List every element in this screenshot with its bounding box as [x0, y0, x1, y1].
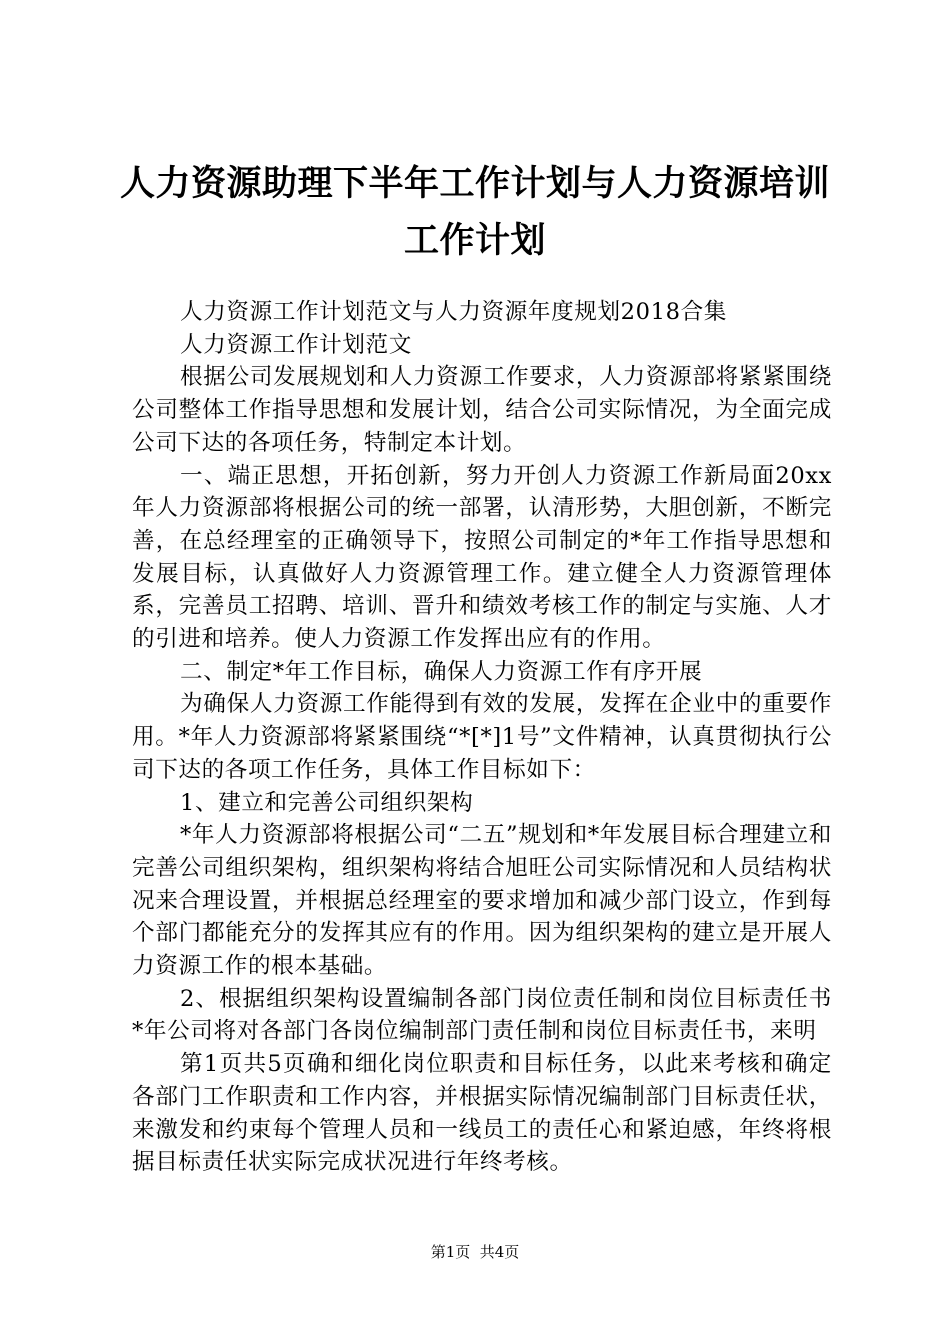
document-body: [132, 296, 832, 1179]
page-footer: [0, 1242, 950, 1262]
page-number-label: 第1页 共4页: [430, 1243, 520, 1261]
paragraph: *年人力资源部将根据公司“二五”规划和*年发展目标合理建立和完善公司组织架构，组织架构将结合旭旺公司实际情况和人员结构状况来合理设置，并根据总经理室的要求增加和减少部门设立，作到每个部门都能充分的发挥其应有的作用。因为组织架构的建立是开展人力资源工作的根本基础。: [132, 822, 832, 980]
paragraph: 一、端正思想，开拓创新，努力开创人力资源工作新局面20xx年人力资源部将根据公司的统一部署，认清形势，大胆创新，不断完善，在总经理室的正确领导下，按照公司制定的*年工作指导思想和发展目标，认真做好人力资源管理工作。建立健全人力资源管理体系，完善员工招聘、培训、晋升和绩效考核工作的制定与实施、人才的引进和培养。使人力资源工作发挥出应有的作用。: [132, 462, 832, 653]
paragraph: 2、根据组织架构设置编制各部门岗位责任制和岗位目标责任书*年公司将对各部门各岗位编制部门责任制和岗位目标责任书，来明: [132, 985, 832, 1045]
paragraph: 1、建立和完善公司组织架构: [180, 789, 474, 816]
paragraph: 二、制定*年工作目标，确保人力资源工作有序开展: [180, 658, 703, 685]
paragraph: 人力资源工作计划范文与人力资源年度规划2018合集: [180, 299, 727, 325]
paragraph: 人力资源工作计划范文: [180, 331, 412, 358]
document-title: 人力资源助理下半年工作计划与人力资源培训工作计划: [119, 164, 830, 261]
paragraph: 为确保人力资源工作能得到有效的发展，发挥在企业中的重要作用。*年人力资源部将紧紧围绕“*[*]1号”文件精神，认真贯彻执行公司下达的各项工作任务，具体工作目标如下：: [132, 691, 832, 783]
paragraph: 第1页共5页确和细化岗位职责和目标任务，以此来考核和确定各部门工作职责和工作内容，并根据实际情况编制部门目标责任状，来激发和约束每个管理人员和一线员工的责任心和紧迫感，年终将根据目标责任状实际完成状况进行年终考核。: [132, 1051, 832, 1176]
paragraph: 根据公司发展规划和人力资源工作要求，人力资源部将紧紧围绕公司整体工作指导思想和发展计划，结合公司实际情况，为全面完成公司下达的各项任务，特制定本计划。: [132, 364, 832, 456]
